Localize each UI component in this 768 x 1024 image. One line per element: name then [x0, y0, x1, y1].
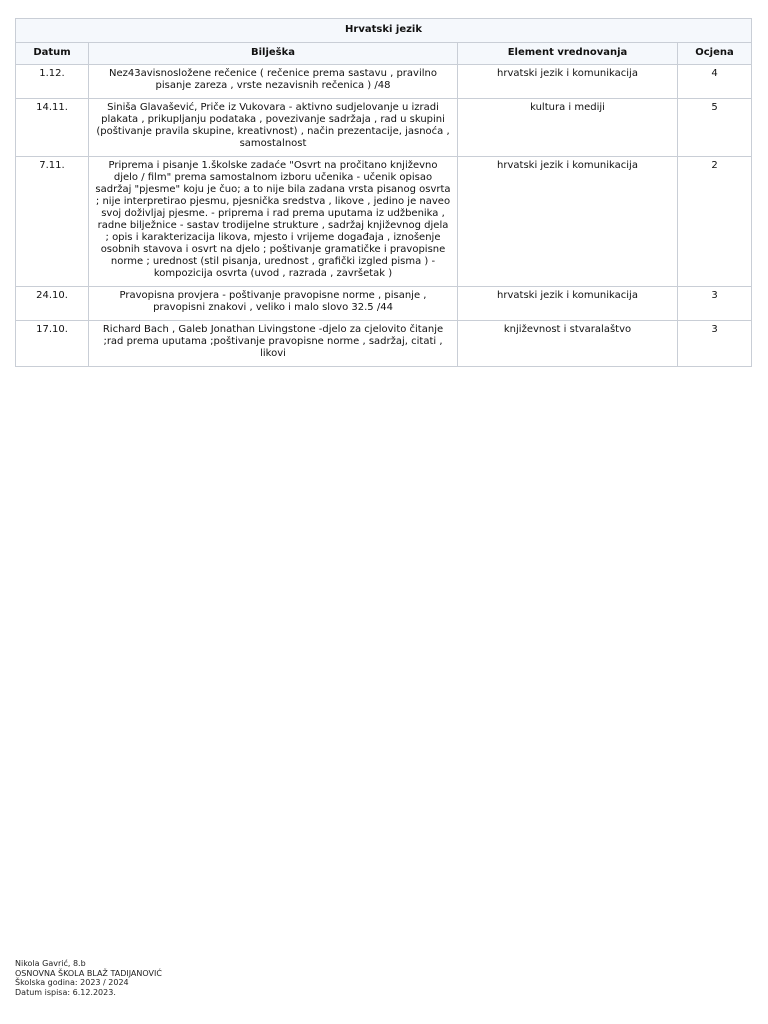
column-header-element: Element vrednovanja — [458, 43, 678, 65]
table-row — [16, 65, 752, 99]
subject-title: Hrvatski jezik — [16, 19, 752, 43]
row-note: Pravopisna provjera - poštivanje pravopisne norme , pisanje , pravopisni znakovi , veliko i malo slovo 32.5 /44 — [89, 287, 458, 321]
column-header-grade: Ocjena — [678, 43, 752, 65]
table-row — [16, 157, 752, 287]
row-element: književnost i stvaralaštvo — [458, 321, 678, 367]
row-grade: 3 — [678, 287, 752, 321]
row-grade: 2 — [678, 157, 752, 287]
table-row — [16, 321, 752, 367]
row-date: 7.11. — [16, 157, 89, 287]
table-header-row — [16, 43, 752, 65]
print-date: Datum ispisa: 6.12.2023. — [15, 987, 116, 997]
column-header-note: Bilješka — [89, 43, 458, 65]
row-grade: 4 — [678, 65, 752, 99]
grades-table — [15, 18, 752, 367]
row-note: Siniša Glavašević, Priče iz Vukovara - aktivno sudjelovanje u izradi plakata , prikupljanju podataka , povezivanje sadržaja , rad u skupini (poštivanje pravila skupine, kreativnost) , način prezentacije, jasnoća , samostalnost — [89, 99, 458, 157]
school-year: Školska godina: 2023 / 2024 — [15, 978, 129, 987]
row-note: Nez43avisnosložene rečenice ( rečenice prema sastavu , pravilno pisanje zareza , vrste nezavisnih rečenica ) /48 — [89, 65, 458, 99]
row-element: hrvatski jezik i komunikacija — [458, 65, 678, 99]
table-row — [16, 99, 752, 157]
table-title-row — [16, 19, 752, 43]
report-footer — [15, 959, 162, 997]
row-date: 17.10. — [16, 321, 89, 367]
row-date: 14.11. — [16, 99, 89, 157]
row-element: hrvatski jezik i komunikacija — [458, 287, 678, 321]
table-row — [16, 287, 752, 321]
row-element: kultura i mediji — [458, 99, 678, 157]
row-date: 1.12. — [16, 65, 89, 99]
school-name: OSNOVNA ŠKOLA BLAŽ TADIJANOVIĆ — [15, 968, 162, 978]
row-date: 24.10. — [16, 287, 89, 321]
row-grade: 3 — [678, 321, 752, 367]
row-element: hrvatski jezik i komunikacija — [458, 157, 678, 287]
row-note: Priprema i pisanje 1.školske zadaće "Osvrt na pročitano književno djelo / film" prema samostalnom izboru učenika - učenik opisao sadržaj "pjesme" koju je čuo; a to nije bila zadana vrsta pisanog osvrta ; nije interpretirao pjesmu, pjesnička sredstva , likove , jedino je naveo svoj doživljaj pjesme. - priprema i rad prema uputama iz udžbenika , radne bilježnice - sastav trodijelne strukture , sadržaj književnog djela ; opis i karakterizacija likova, mjesto i vrijeme događaja , iznošenje osobnih stavova i osvrt na djelo ; poštivanje gramatičke i pravopisne norme ; urednost (stil pisanja, urednost , grafički izgled pisma ) - kompozicija osvrta (uvod , razrada , završetak ) — [89, 157, 458, 287]
column-header-date: Datum — [16, 43, 89, 65]
row-grade: 5 — [678, 99, 752, 157]
row-note: Richard Bach , Galeb Jonathan Livingstone -djelo za cjelovito čitanje ;rad prema uputama ;poštivanje pravopisne norme , sadržaj, citati , likovi — [89, 321, 458, 367]
student-name: Nikola Gavrić, 8.b — [15, 959, 86, 968]
